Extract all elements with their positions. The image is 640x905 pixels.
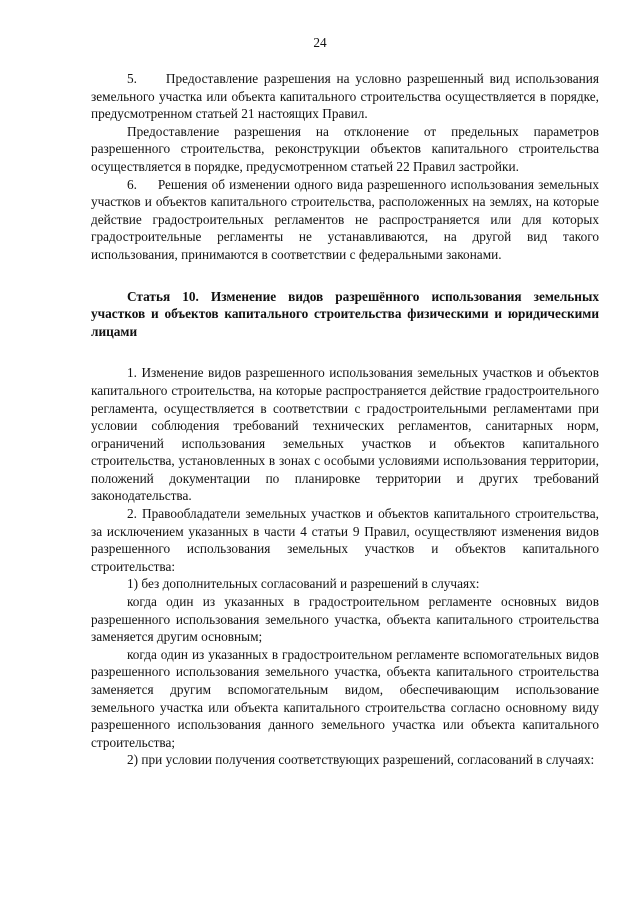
paragraph-item-6: 6. Решения об изменении одного вида разрешенного использования земельных участков и объектов капитального строительства, расположенных на землях, на которые действие градостроительных регламентов не распространяется или для которых градостроительные регламенты не устанавливаются, на другой вид такого использования, принимаются в соответствии с федеральными законами. xyxy=(91,176,599,262)
paragraph-case-main-use: когда один из указанных в градостроительном регламенте основных видов разрешенного использования земельного участка, объекта капитального строительства заменяется другим основным; xyxy=(91,594,599,645)
paragraph-subclause-2: 2) при условии получения соответствующих разрешений, согласований в случаях: xyxy=(127,752,595,768)
page-number: 24 xyxy=(313,35,327,50)
article-heading: Статья 10. Изменение видов разрешённого использования земельных участков и объектов капитального строительства физическими и юридическими лицами xyxy=(91,288,599,339)
paragraph-subclause-1: 1) без дополнительных согласований и разрешений в случаях: xyxy=(127,576,480,592)
paragraph-item-5: 5. Предоставление разрешения на условно разрешенный вид использования земельного участка или объекта капитального строительства осуществляется в порядке, предусмотренном статьей 21 настоящих Правил. xyxy=(91,71,599,122)
paragraph-case-auxiliary-use: когда один из указанных в градостроительном регламенте вспомогательных видов разрешенного использования земельного участка, объекта капитального строительства заменяется другим вспомогательным видом, обеспечивающим использование земельного участка или объекта капитального строительства согласно основному виду разрешенного использования данного земельного участка или объекта капитального строительства; xyxy=(91,646,599,750)
document-body xyxy=(91,70,599,769)
paragraph-deviation-permit: Предоставление разрешения на отклонение от предельных параметров разрешенного строительства, реконструкции объектов капитального строительства осуществляется в порядке, предусмотренном статьей 22 Правил застройки. xyxy=(91,123,599,174)
paragraph-clause-1: 1. Изменение видов разрешенного использования земельных участков и объектов капитального строительства, на которые распространяется действие градостроительного регламента, осуществляется в соответствии с градостроительными регламентами при условии соблюдения требований технических регламентов, санитарных норм, ограничений использования земельных участков и объектов капитального строительства, установленных в зонах с особыми условиями использования территории, положений документации по планировке территории и других требований законодательства. xyxy=(91,365,599,504)
paragraph-clause-2: 2. Правообладатели земельных участков и объектов капитального строительства, за исключением указанных в части 4 статьи 9 Правил, осуществляют изменения видов разрешенного использования земельных участков и объектов капитального строительства: xyxy=(91,506,599,574)
